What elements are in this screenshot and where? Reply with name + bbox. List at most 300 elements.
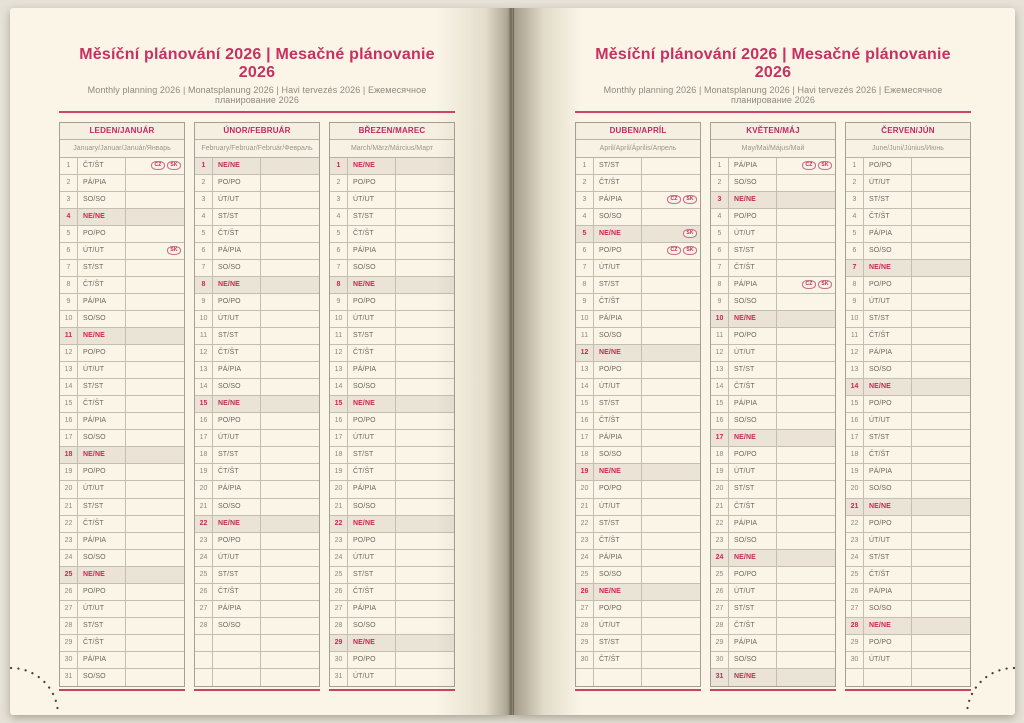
- day-note: [642, 601, 700, 617]
- day-note: [642, 618, 700, 634]
- day-note: [642, 481, 700, 497]
- day-abbrev: NE/NE: [78, 567, 126, 583]
- day-number: 11: [330, 328, 348, 344]
- month-days: [195, 158, 319, 686]
- day-note: [912, 277, 970, 293]
- day-note: [396, 464, 454, 480]
- day-number: 4: [576, 209, 594, 225]
- month-header: DUBEN/APRÍL: [576, 123, 700, 140]
- day-number: 26: [330, 584, 348, 600]
- day-abbrev: PÁ/PIA: [348, 243, 396, 259]
- day-row-sunday: [711, 669, 835, 686]
- day-note: [912, 175, 970, 191]
- day-number: 20: [846, 481, 864, 497]
- day-row: [846, 481, 970, 498]
- month-table-brezen: [329, 122, 455, 687]
- day-number: [576, 669, 594, 686]
- day-row: [711, 209, 835, 226]
- day-abbrev: ÚT/UT: [864, 652, 912, 668]
- day-number: 8: [711, 277, 729, 293]
- day-number: 29: [60, 635, 78, 651]
- day-abbrev: NE/NE: [348, 158, 396, 174]
- day-number: 10: [330, 311, 348, 327]
- day-abbrev: NE/NE: [213, 277, 261, 293]
- day-note: [642, 413, 700, 429]
- day-abbrev: SO/SO: [594, 567, 642, 583]
- day-note: [261, 294, 319, 310]
- day-abbrev: ÚT/UT: [348, 311, 396, 327]
- day-abbrev: ČT/ŠT: [348, 584, 396, 600]
- day-number: 1: [711, 158, 729, 174]
- day-row-sunday: [60, 328, 184, 345]
- day-row: [60, 635, 184, 652]
- day-number: 30: [330, 652, 348, 668]
- day-row: [711, 379, 835, 396]
- day-row: [711, 618, 835, 635]
- day-abbrev: PO/PO: [213, 413, 261, 429]
- day-row: [330, 175, 454, 192]
- day-row: [60, 226, 184, 243]
- day-note: [261, 499, 319, 515]
- day-note: [912, 362, 970, 378]
- day-number: 4: [711, 209, 729, 225]
- day-row: [195, 430, 319, 447]
- day-row: [60, 413, 184, 430]
- day-number: 11: [195, 328, 213, 344]
- day-row: [60, 396, 184, 413]
- day-abbrev: NE/NE: [213, 516, 261, 532]
- day-number: 19: [60, 464, 78, 480]
- day-abbrev: ČT/ŠT: [864, 447, 912, 463]
- day-row: [60, 277, 184, 294]
- day-row: [711, 516, 835, 533]
- day-number: 19: [576, 464, 594, 480]
- day-note: [912, 379, 970, 395]
- day-number: 15: [576, 396, 594, 412]
- day-number: 24: [576, 550, 594, 566]
- day-note: [642, 243, 700, 259]
- day-row: [576, 311, 700, 328]
- day-number: 16: [60, 413, 78, 429]
- day-note: [261, 175, 319, 191]
- day-number: 21: [711, 499, 729, 515]
- day-note: [126, 192, 184, 208]
- day-row: [711, 567, 835, 584]
- holiday-badge-cz: CZ: [667, 195, 681, 204]
- day-abbrev: ST/ST: [864, 550, 912, 566]
- day-abbrev: PO/PO: [348, 294, 396, 310]
- day-abbrev: ST/ST: [213, 567, 261, 583]
- day-number: 7: [576, 260, 594, 276]
- day-note: [126, 413, 184, 429]
- day-note: [912, 328, 970, 344]
- day-number: 18: [576, 447, 594, 463]
- day-abbrev: NE/NE: [213, 396, 261, 412]
- day-number: 14: [846, 379, 864, 395]
- day-row: [60, 260, 184, 277]
- day-note: [912, 464, 970, 480]
- day-abbrev: NE/NE: [594, 226, 642, 242]
- day-row: [576, 618, 700, 635]
- day-note: [642, 277, 700, 293]
- day-abbrev: SO/SO: [213, 618, 261, 634]
- day-number: 11: [576, 328, 594, 344]
- day-abbrev: SO/SO: [348, 499, 396, 515]
- day-number: 2: [60, 175, 78, 191]
- day-abbrev: ST/ST: [594, 277, 642, 293]
- day-number: 14: [711, 379, 729, 395]
- day-row: [846, 584, 970, 601]
- day-abbrev: PÁ/PIA: [213, 601, 261, 617]
- month-days: [576, 158, 700, 686]
- day-number: 2: [711, 175, 729, 191]
- day-number: 26: [846, 584, 864, 600]
- day-note: [261, 584, 319, 600]
- day-note: [777, 345, 835, 361]
- day-number: 5: [330, 226, 348, 242]
- day-row: [60, 243, 184, 260]
- day-note: [777, 158, 835, 174]
- day-note: [261, 635, 319, 651]
- day-number: 5: [576, 226, 594, 242]
- day-abbrev: NE/NE: [864, 379, 912, 395]
- day-number: 13: [576, 362, 594, 378]
- day-abbrev: ÚT/UT: [213, 430, 261, 446]
- holiday-badge-sk: SK: [683, 246, 697, 255]
- day-abbrev: ÚT/UT: [213, 311, 261, 327]
- day-note: [261, 618, 319, 634]
- day-abbrev: PO/PO: [729, 209, 777, 225]
- day-note: [396, 601, 454, 617]
- day-note: [261, 345, 319, 361]
- day-number: 30: [846, 652, 864, 668]
- day-number: 2: [195, 175, 213, 191]
- day-number: 12: [60, 345, 78, 361]
- day-abbrev: ČT/ŠT: [864, 567, 912, 583]
- day-abbrev: ÚT/UT: [78, 362, 126, 378]
- day-row-sunday: [195, 158, 319, 175]
- day-row: [576, 430, 700, 447]
- day-abbrev: ČT/ŠT: [348, 226, 396, 242]
- day-number: 11: [60, 328, 78, 344]
- day-note: [126, 345, 184, 361]
- day-abbrev: ÚT/UT: [729, 464, 777, 480]
- day-number: 1: [846, 158, 864, 174]
- day-abbrev: PÁ/PIA: [78, 533, 126, 549]
- day-abbrev: ČT/ŠT: [594, 175, 642, 191]
- day-note: [396, 243, 454, 259]
- day-abbrev: NE/NE: [729, 311, 777, 327]
- day-number: 22: [711, 516, 729, 532]
- day-row-sunday: [576, 464, 700, 481]
- day-note: [126, 209, 184, 225]
- day-note: [396, 533, 454, 549]
- day-abbrev: PO/PO: [594, 481, 642, 497]
- day-row-sunday: [195, 516, 319, 533]
- day-row: [195, 345, 319, 362]
- day-abbrev: ST/ST: [348, 328, 396, 344]
- month-header: ÚNOR/FEBRUÁR: [195, 123, 319, 140]
- months-row-left: [59, 122, 455, 687]
- day-abbrev: PÁ/PIA: [729, 158, 777, 174]
- day-number: 5: [711, 226, 729, 242]
- day-abbrev: ČT/ŠT: [729, 379, 777, 395]
- day-row-sunday: [195, 396, 319, 413]
- day-abbrev: PÁ/PIA: [213, 362, 261, 378]
- day-number: 16: [195, 413, 213, 429]
- day-number: 17: [330, 430, 348, 446]
- day-row: [195, 567, 319, 584]
- day-row: [195, 533, 319, 550]
- day-row: [60, 311, 184, 328]
- day-number: 16: [330, 413, 348, 429]
- day-abbrev: PÁ/PIA: [729, 396, 777, 412]
- day-note: [126, 652, 184, 668]
- day-row: [711, 396, 835, 413]
- day-abbrev: SO/SO: [78, 669, 126, 686]
- day-number: 25: [60, 567, 78, 583]
- day-number: 10: [195, 311, 213, 327]
- day-row: [846, 430, 970, 447]
- day-row: [60, 669, 184, 686]
- day-number: 20: [711, 481, 729, 497]
- day-note: [126, 430, 184, 446]
- month-header: BŘEZEN/MAREC: [330, 123, 454, 140]
- day-row: [711, 328, 835, 345]
- day-note: [642, 209, 700, 225]
- day-note: [777, 499, 835, 515]
- day-number: 23: [330, 533, 348, 549]
- day-note: [126, 584, 184, 600]
- day-abbrev: PÁ/PIA: [729, 635, 777, 651]
- day-note: [912, 499, 970, 515]
- day-row: [60, 158, 184, 175]
- day-note: [396, 516, 454, 532]
- day-row: [60, 192, 184, 209]
- months-row-right: [575, 122, 971, 687]
- day-row: [60, 533, 184, 550]
- day-row-sunday: [330, 396, 454, 413]
- day-note: [261, 430, 319, 446]
- day-note: [126, 550, 184, 566]
- day-number: 15: [711, 396, 729, 412]
- month-subheader: April/April/Április/Апрель: [576, 140, 700, 158]
- day-number: 14: [330, 379, 348, 395]
- day-row: [195, 499, 319, 516]
- day-abbrev: NE/NE: [348, 516, 396, 532]
- day-abbrev: [864, 669, 912, 686]
- day-note: [642, 516, 700, 532]
- day-number: 7: [711, 260, 729, 276]
- day-abbrev: SO/SO: [78, 550, 126, 566]
- month-header: KVĚTEN/MÁJ: [711, 123, 835, 140]
- day-abbrev: ÚT/UT: [594, 379, 642, 395]
- day-abbrev: PÁ/PIA: [78, 175, 126, 191]
- left-page-content: [59, 8, 455, 687]
- day-abbrev: NE/NE: [594, 584, 642, 600]
- day-number: 22: [846, 516, 864, 532]
- day-note: [777, 447, 835, 463]
- day-abbrev: ST/ST: [78, 260, 126, 276]
- day-abbrev: [213, 635, 261, 651]
- right-page-content: [575, 8, 971, 687]
- day-abbrev: PÁ/PIA: [864, 464, 912, 480]
- day-note: [777, 311, 835, 327]
- day-number: 24: [711, 550, 729, 566]
- day-abbrev: PO/PO: [594, 243, 642, 259]
- day-abbrev: ÚT/UT: [213, 550, 261, 566]
- day-row-sunday: [576, 345, 700, 362]
- day-row: [330, 567, 454, 584]
- day-row: [330, 362, 454, 379]
- day-row: [711, 277, 835, 294]
- day-note: [126, 567, 184, 583]
- day-row: [711, 362, 835, 379]
- day-note: [912, 345, 970, 361]
- day-abbrev: ST/ST: [594, 158, 642, 174]
- day-abbrev: PO/PO: [864, 158, 912, 174]
- day-number: 4: [330, 209, 348, 225]
- day-abbrev: ČT/ŠT: [729, 260, 777, 276]
- day-note: [777, 413, 835, 429]
- day-abbrev: SO/SO: [348, 618, 396, 634]
- day-note: [396, 669, 454, 686]
- day-note: [261, 601, 319, 617]
- month-days: [711, 158, 835, 686]
- day-row: [846, 209, 970, 226]
- day-abbrev: SO/SO: [78, 192, 126, 208]
- day-number: 3: [60, 192, 78, 208]
- month-subheader: March/März/Március/Март: [330, 140, 454, 158]
- day-abbrev: PÁ/PIA: [213, 481, 261, 497]
- day-number: 19: [330, 464, 348, 480]
- day-row: [711, 243, 835, 260]
- day-number: 3: [195, 192, 213, 208]
- day-row: [846, 601, 970, 618]
- day-number: 12: [711, 345, 729, 361]
- day-row: [711, 533, 835, 550]
- day-number: 7: [195, 260, 213, 276]
- day-abbrev: PÁ/PIA: [864, 226, 912, 242]
- day-row: [711, 294, 835, 311]
- day-note: [126, 516, 184, 532]
- day-row-sunday: [576, 584, 700, 601]
- day-number: 9: [195, 294, 213, 310]
- day-note: [642, 396, 700, 412]
- day-number: 15: [195, 396, 213, 412]
- day-row: [195, 175, 319, 192]
- day-note: [912, 567, 970, 583]
- day-abbrev: [594, 669, 642, 686]
- day-number: 21: [60, 499, 78, 515]
- day-row: [576, 362, 700, 379]
- day-abbrev: PÁ/PIA: [729, 516, 777, 532]
- day-number: 22: [60, 516, 78, 532]
- day-note: [126, 226, 184, 242]
- day-number: 25: [711, 567, 729, 583]
- day-row: [846, 226, 970, 243]
- day-abbrev: ÚT/UT: [594, 499, 642, 515]
- day-row: [576, 328, 700, 345]
- day-note: [912, 516, 970, 532]
- day-row: [846, 533, 970, 550]
- day-abbrev: PO/PO: [594, 362, 642, 378]
- day-number: 20: [576, 481, 594, 497]
- day-note: [912, 226, 970, 242]
- day-abbrev: ČT/ŠT: [348, 345, 396, 361]
- day-note: [642, 533, 700, 549]
- day-number: 8: [195, 277, 213, 293]
- day-note: [261, 311, 319, 327]
- day-abbrev: SO/SO: [213, 260, 261, 276]
- day-abbrev: NE/NE: [78, 447, 126, 463]
- day-note: [261, 192, 319, 208]
- day-number: 26: [576, 584, 594, 600]
- day-row: [846, 669, 970, 686]
- day-number: 24: [195, 550, 213, 566]
- day-note: [126, 260, 184, 276]
- day-row: [195, 601, 319, 618]
- day-row: [846, 328, 970, 345]
- day-note: [261, 260, 319, 276]
- day-number: 20: [60, 481, 78, 497]
- day-number: 5: [846, 226, 864, 242]
- day-row: [195, 362, 319, 379]
- day-number: 17: [846, 430, 864, 446]
- day-row: [330, 294, 454, 311]
- day-row: [195, 209, 319, 226]
- day-note: [126, 396, 184, 412]
- day-abbrev: SO/SO: [594, 447, 642, 463]
- day-abbrev: NE/NE: [78, 328, 126, 344]
- day-number: 21: [195, 499, 213, 515]
- day-row: [711, 635, 835, 652]
- day-abbrev: ČT/ŠT: [594, 294, 642, 310]
- day-note: [396, 311, 454, 327]
- day-row: [576, 379, 700, 396]
- holiday-badge-sk: SK: [167, 246, 181, 255]
- day-row: [711, 158, 835, 175]
- day-note: [642, 294, 700, 310]
- day-note: [777, 430, 835, 446]
- month-table-cerven: [845, 122, 971, 687]
- day-abbrev: ČT/ŠT: [594, 533, 642, 549]
- day-number: [846, 669, 864, 686]
- day-row: [330, 209, 454, 226]
- day-note: [261, 226, 319, 242]
- day-row: [711, 499, 835, 516]
- day-row: [576, 533, 700, 550]
- day-row: [330, 464, 454, 481]
- day-abbrev: [213, 669, 261, 686]
- day-note: [777, 362, 835, 378]
- day-abbrev: NE/NE: [729, 430, 777, 446]
- day-row: [60, 294, 184, 311]
- day-number: 7: [846, 260, 864, 276]
- day-row-sunday: [846, 499, 970, 516]
- day-abbrev: PO/PO: [348, 533, 396, 549]
- day-abbrev: ST/ST: [78, 618, 126, 634]
- day-number: 10: [576, 311, 594, 327]
- day-number: 13: [195, 362, 213, 378]
- day-row: [330, 345, 454, 362]
- day-abbrev: PO/PO: [78, 464, 126, 480]
- day-number: 4: [846, 209, 864, 225]
- right-page: [513, 8, 1015, 715]
- day-number: 31: [330, 669, 348, 686]
- day-abbrev: SO/SO: [594, 328, 642, 344]
- day-note: [777, 516, 835, 532]
